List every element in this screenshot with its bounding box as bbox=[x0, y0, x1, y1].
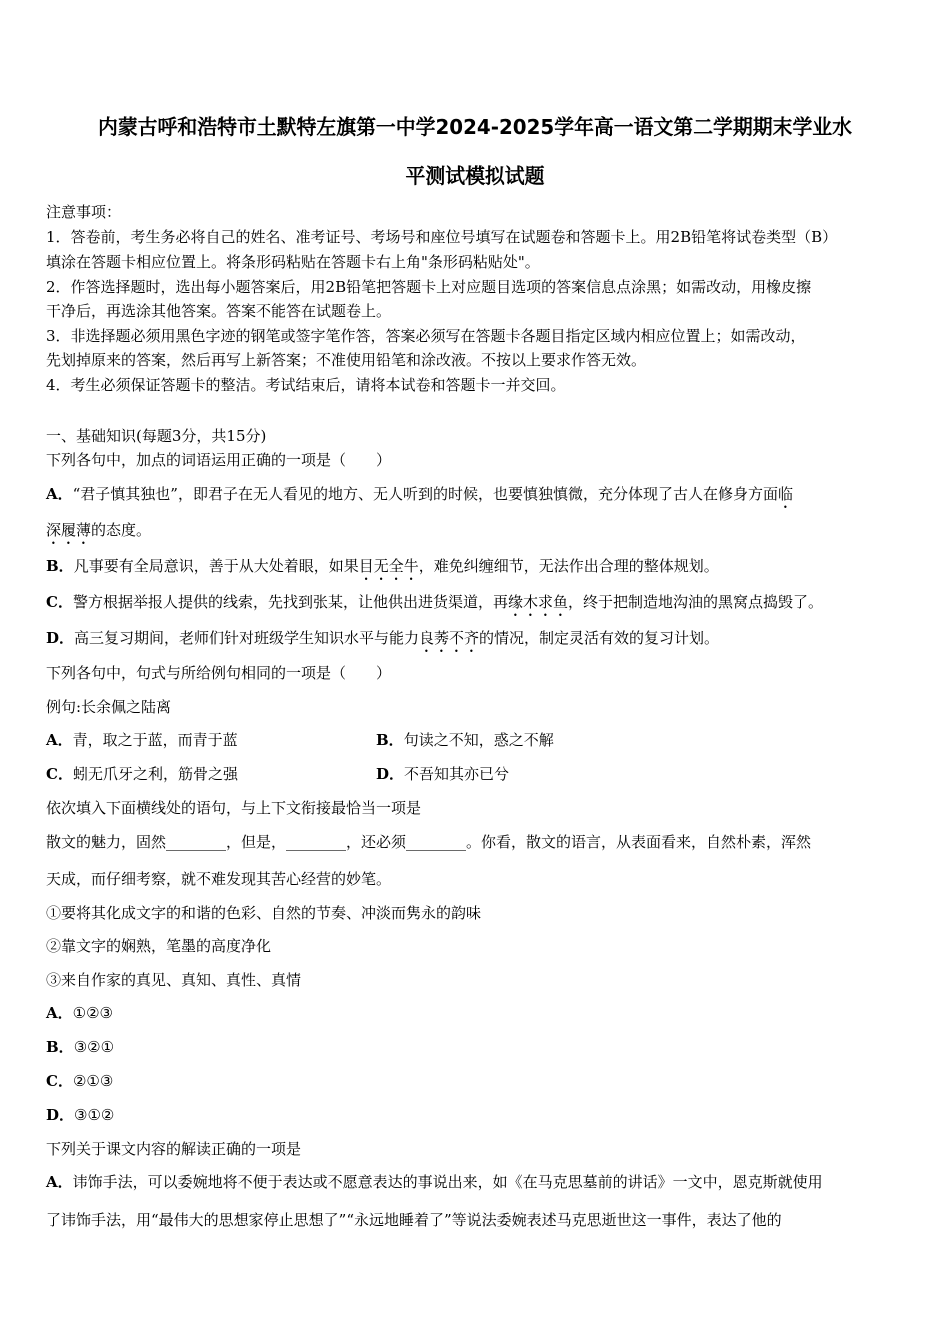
option-a bbox=[46, 730, 238, 750]
notice-line: 3．非选择题必须用黑色字迹的钢笔或签字笔作答，答案必须写在答题卡各题目指定区域内相应位置上；如需改动， bbox=[46, 327, 806, 345]
option-text: 警方根据举报人提供的线索，先找到张某，让他供出进货渠道，再 bbox=[72, 593, 508, 611]
dotted-term: 深履薄 bbox=[46, 521, 92, 539]
option-text: 句读之不知，惑之不解 bbox=[403, 731, 554, 749]
question-stem: 下列各句中，加点的词语运用正确的一项是（ ） bbox=[46, 451, 392, 469]
option-text: 凡事要有全局意识，善于从大处着眼，如果 bbox=[73, 557, 359, 575]
notice-line: 2．作答选择题时，选出每小题答案后，用2B铅笔把答题卡上对应题目选项的答案信息点涂黑；如需改动，用橡皮擦 bbox=[46, 278, 812, 296]
option-text: 青，取之于蓝，而青于蓝 bbox=[72, 731, 238, 749]
option-text: ，难免纠缠细节，无法作出合理的整体规划。 bbox=[418, 557, 719, 575]
page-title: 内蒙古呼和浩特市土默特左旗第一中学2024-2025学年高一语文第二学期期末学业水 bbox=[97, 115, 853, 139]
section-heading: 一、基础知识(每题3分，共15分) bbox=[46, 427, 267, 445]
option-a-continued bbox=[46, 520, 151, 548]
notice-line: 先划掉原来的答案，然后再写上新答案；不准使用铅笔和涂改液。不按以上要求作答无效。 bbox=[46, 351, 647, 369]
option-text: 的情况，制定灵活有效的复习计划。 bbox=[479, 629, 720, 647]
notice-heading: 注意事项： bbox=[46, 203, 122, 221]
option-a bbox=[46, 484, 793, 512]
option-label: A． bbox=[46, 485, 73, 503]
notice-line: 填涂在答题卡相应位置上。将条形码粘贴在答题卡右上角"条形码粘贴处"。 bbox=[46, 253, 540, 271]
option-text: ②①③ bbox=[72, 1072, 114, 1090]
option-text: ①②③ bbox=[72, 1004, 113, 1022]
dotted-term: 目无全牛 bbox=[358, 557, 419, 575]
passage-line: 散文的魅力，固然________，但是，________，还必须________。你看，散文的语言，从表面看来，自然朴素，浑然 bbox=[46, 833, 812, 851]
option-label: A． bbox=[46, 1173, 73, 1191]
page-title-continued: 平测试模拟试题 bbox=[405, 164, 545, 188]
option-a-continued: 了讳饰手法，用“最伟大的思想家停止思想了”“永远地睡着了”等说法委婉表述马克思逝世这一事件，表达了他的 bbox=[46, 1211, 782, 1229]
option-c bbox=[46, 1071, 113, 1091]
option-text: ，终于把制造地沟油的黑窝点捣毁了。 bbox=[567, 593, 823, 611]
passage-line: 天成，而仔细考察，就不难发现其苦心经营的妙笔。 bbox=[46, 870, 392, 888]
notice-line: 1．答卷前，考生务必将自己的姓名、准考证号、考场号和座位号填写在试题卷和答题卡上。用2B铅笔将试卷类型（B） bbox=[46, 228, 838, 246]
option-b bbox=[376, 730, 554, 750]
option-label: C． bbox=[46, 1072, 73, 1090]
dotted-term: 缘木求鱼 bbox=[507, 593, 568, 611]
option-b bbox=[46, 556, 719, 584]
sentence-item: ②靠文字的娴熟，笔墨的高度净化 bbox=[46, 937, 272, 955]
option-label: B． bbox=[46, 1038, 74, 1056]
notice-line: 干净后，再选涂其他答案。答案不能答在试题卷上。 bbox=[46, 302, 392, 320]
option-text: ③②① bbox=[73, 1038, 115, 1056]
option-b bbox=[46, 1037, 114, 1057]
option-label: A． bbox=[46, 731, 73, 749]
dotted-term: 临 bbox=[777, 485, 793, 503]
option-a bbox=[46, 1003, 113, 1023]
option-label: A． bbox=[46, 1004, 73, 1022]
option-d bbox=[46, 628, 719, 656]
question-stem: 下列各句中，句式与所给例句相同的一项是（ ） bbox=[46, 664, 392, 682]
option-text: 蚓无爪牙之利，筋骨之强 bbox=[72, 765, 238, 783]
option-text: 不吾知其亦已兮 bbox=[404, 765, 510, 783]
option-text: 高三复习期间，老师们针对班级学生知识水平与能力 bbox=[74, 629, 420, 647]
option-c bbox=[46, 592, 823, 620]
example-sentence: 例句:长余佩之陆离 bbox=[46, 698, 172, 716]
option-text: ③①② bbox=[74, 1106, 115, 1124]
notice-line: 4．考生必须保证答题卡的整洁。考试结束后，请将本试卷和答题卡一并交回。 bbox=[46, 376, 566, 394]
question-stem: 依次填入下面横线处的语句，与上下文衔接最恰当一项是 bbox=[46, 799, 422, 817]
option-d bbox=[46, 1105, 114, 1125]
dotted-term: 良莠不齐 bbox=[419, 629, 480, 647]
option-label: D． bbox=[376, 765, 405, 783]
option-a bbox=[46, 1172, 823, 1192]
option-text: 的态度。 bbox=[91, 521, 152, 539]
question-stem: 下列关于课文内容的解读正确的一项是 bbox=[46, 1140, 302, 1158]
option-d bbox=[376, 764, 509, 784]
option-label: C． bbox=[46, 593, 73, 611]
option-c bbox=[46, 764, 238, 784]
option-label: B． bbox=[46, 557, 74, 575]
option-label: D． bbox=[46, 1106, 75, 1124]
option-label: C． bbox=[46, 765, 73, 783]
option-label: D． bbox=[46, 629, 75, 647]
option-text: 讳饰手法，可以委婉地将不便于表达或不愿意表达的事说出来，如《在马克思墓前的讲话》一文中，恩克斯就使用 bbox=[72, 1173, 823, 1191]
sentence-item: ①要将其化成文字的和谐的色彩、自然的节奏、冲淡而隽永的韵味 bbox=[46, 904, 482, 922]
option-text: “君子慎其独也”，即君子在无人看见的地方、无人听到的时候，也要慎独慎微，充分体现了古人在修身方面 bbox=[72, 485, 778, 503]
option-label: B． bbox=[376, 731, 404, 749]
sentence-item: ③来自作家的真见、真知、真性、真情 bbox=[46, 971, 302, 989]
